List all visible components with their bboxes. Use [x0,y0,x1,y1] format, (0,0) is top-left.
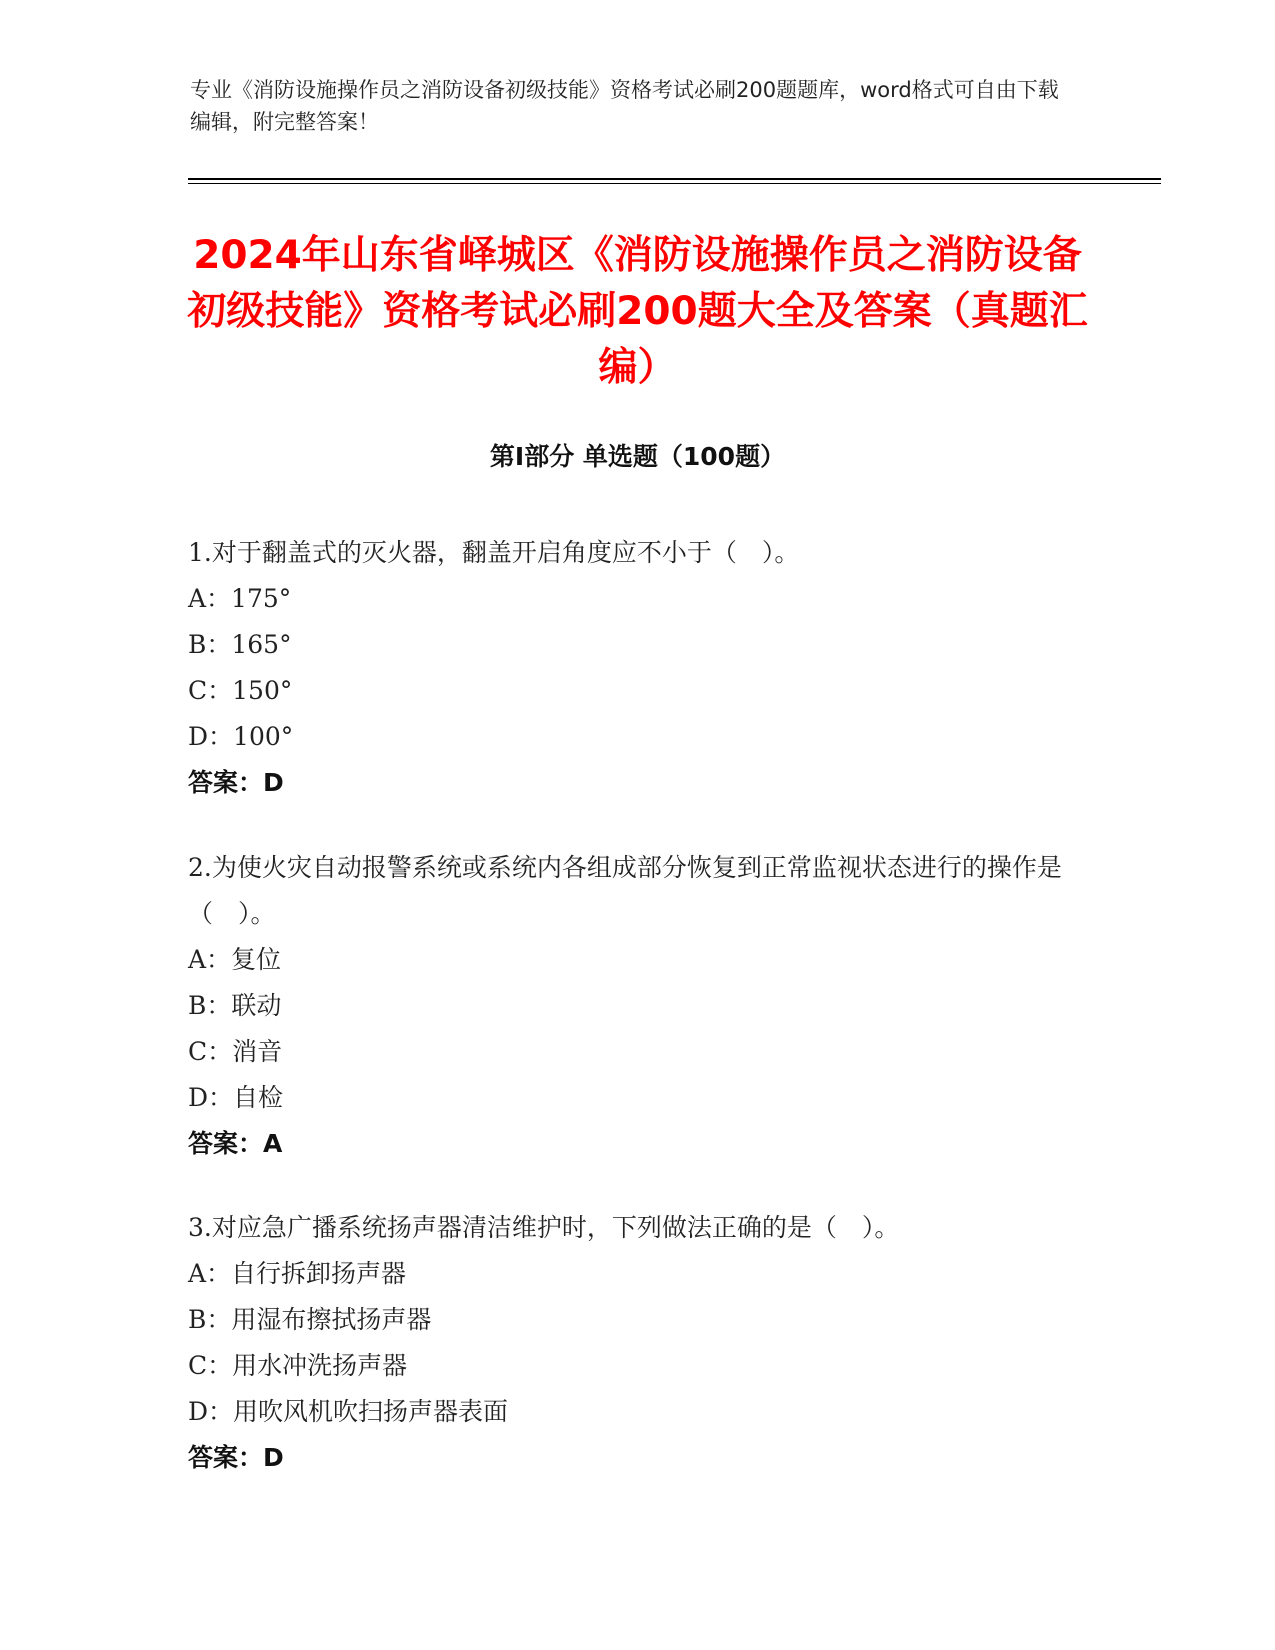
question-stem: 3.对应急广播系统扬声器清洁维护时，下列做法正确的是（ ）。 [188,1213,900,1242]
option-c: C：消音 [188,1037,283,1066]
question-1 [188,530,1088,806]
option-a: A：175° [188,584,292,613]
question-2 [188,845,1088,1167]
answer-line: 答案：D [188,768,284,797]
option-c: C：用水冲洗扬声器 [188,1351,408,1380]
option-b: B：联动 [188,991,282,1020]
option-a: A：自行拆卸扬声器 [188,1259,407,1288]
header-note: 专业《消防设施操作员之消防设备初级技能》资格考试必刷200题题库，word格式可自由下载编辑，附完整答案！ [190,78,1059,134]
document-title: 2024年山东省峄城区《消防设施操作员之消防设备初级技能》资格考试必刷200题大全及答案（真题汇编） [187,233,1088,390]
header-divider-thin [188,183,1161,184]
option-a: A：复位 [188,945,282,974]
section-title: 第I部分 单选题（100题） [489,442,786,471]
option-d: D：用吹风机吹扫扬声器表面 [188,1397,509,1426]
question-3 [188,1205,1088,1481]
answer-line: 答案：A [188,1129,283,1158]
option-d: D：自检 [188,1083,284,1112]
option-c: C：150° [188,676,293,705]
option-d: D：100° [188,722,294,751]
option-b: B：用湿布擦拭扬声器 [188,1305,432,1334]
option-b: B：165° [188,630,292,659]
question-stem: 1.对于翻盖式的灭火器，翻盖开启角度应不小于（ ）。 [188,538,800,567]
answer-line: 答案：D [188,1443,284,1472]
question-stem: 2.为使火灾自动报警系统或系统内各组成部分恢复到正常监视状态进行的操作是（ ）。 [188,853,1062,928]
header-divider-thick [188,178,1161,180]
